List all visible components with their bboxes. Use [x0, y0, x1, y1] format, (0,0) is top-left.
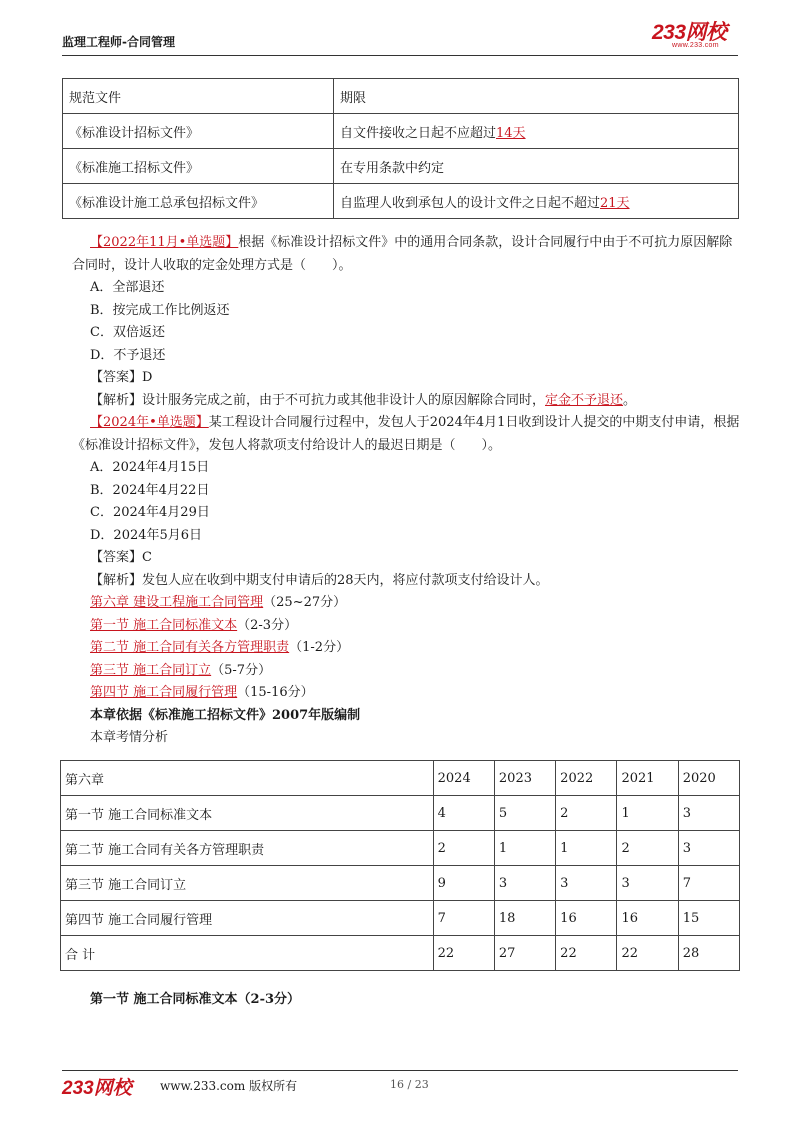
option: C．2024年4月29日 [90, 505, 210, 520]
exam-stats-table [60, 760, 740, 971]
table-cell: 16 [617, 901, 678, 936]
footer-divider [62, 1070, 738, 1071]
table-cell: 7 [433, 901, 494, 936]
table-cell: 1 [556, 831, 617, 866]
answer: 【答案】C [90, 550, 152, 565]
outline-link[interactable]: 第一节 施工合同标准文本 [90, 617, 238, 633]
analysis-end: 。 [623, 392, 637, 408]
table-header-cell: 规范文件 [63, 79, 334, 114]
table-cell: 2 [556, 796, 617, 831]
basis-note: 本章依据《标准施工招标文件》2007年版编制 [90, 707, 361, 723]
table-cell: 第一节 施工合同标准文本 [61, 796, 434, 831]
deadline-table [62, 78, 739, 219]
analysis-title: 本章考情分析 [90, 730, 169, 745]
question-2-stem [72, 412, 740, 457]
table-header-cell: 2024 [433, 761, 494, 796]
table-row [61, 936, 740, 971]
table-cell: 5 [494, 796, 555, 831]
document-body [72, 232, 740, 750]
option: B．2024年4月22日 [90, 482, 210, 498]
table-cell: 3 [556, 866, 617, 901]
section-heading: 第一节 施工合同标准文本（2-3分） [90, 992, 301, 1007]
outline-score: （15-16分） [237, 685, 314, 700]
outline-score: （2-3分） [237, 617, 298, 633]
option: C．双倍返还 [90, 325, 165, 340]
table-row [61, 866, 740, 901]
table-row [61, 761, 740, 796]
analysis [72, 390, 740, 413]
table-cell: 2 [617, 831, 678, 866]
outline-score: （1-2分） [289, 640, 350, 655]
option: B．按完成工作比例返还 [90, 302, 230, 318]
table-row [61, 831, 740, 866]
table-row [61, 796, 740, 831]
question-tag: 【2024年•单选题】 [90, 415, 209, 430]
table-cell: 9 [433, 866, 494, 901]
table-cell: 22 [556, 936, 617, 971]
table-cell [334, 184, 739, 219]
table-cell: 3 [678, 796, 739, 831]
outline-link[interactable]: 第四节 施工合同履行管理 [90, 685, 238, 700]
table-header-cell: 期限 [334, 79, 739, 114]
term-text: 自文件接收之日起不应超过 [340, 125, 497, 141]
table-cell: 第三节 施工合同订立 [61, 866, 434, 901]
analysis-label: 【解析】 [90, 392, 143, 408]
table-cell: 7 [678, 866, 739, 901]
table-cell: 15 [678, 901, 739, 936]
header-divider [62, 55, 738, 56]
page-number: 16 / 23 [390, 1078, 429, 1091]
table-row [63, 149, 739, 184]
table-cell: 22 [617, 936, 678, 971]
table-cell: 1 [494, 831, 555, 866]
analysis-label: 【解析】 [90, 572, 143, 588]
table-header-cell: 第六章 [61, 761, 434, 796]
question-tag: 【2022年11月•单选题】 [90, 235, 239, 250]
question-text: 根据《标准设计招标文件》中的通用合同条款，设计合同履行中由于不可抗力原因解除合同时，设计人收取的定金处理方式是（ ）。 [72, 235, 733, 273]
outline-score: （5-7分） [211, 662, 272, 678]
table-cell: 3 [494, 866, 555, 901]
table-header-cell: 2021 [617, 761, 678, 796]
outline-item[interactable] [72, 682, 740, 705]
outline-link[interactable]: 第三节 施工合同订立 [90, 662, 212, 678]
option: A．全部退还 [90, 280, 165, 295]
outline-item[interactable] [72, 637, 740, 660]
table-cell: 3 [678, 831, 739, 866]
analysis-text: 发包人应在收到中期支付申请后的28天内，将应付款项支付给设计人。 [142, 572, 549, 588]
table-cell: 第二节 施工合同有关各方管理职责 [61, 831, 434, 866]
outline-link[interactable]: 第二节 施工合同有关各方管理职责 [90, 640, 290, 655]
footer-logo: 233网校 [62, 1078, 132, 1099]
question-text: 某工程设计合同履行过程中，发包人于2024年4月1日收到设计人提交的中期支付申请，根据《标准设计招标文件》，发包人将款项支付给设计人的最迟日期是（ ）。 [72, 415, 740, 453]
question-1-stem [72, 232, 740, 277]
table-cell: 27 [494, 936, 555, 971]
table-cell: 《标准施工招标文件》 [63, 149, 334, 184]
logo-url: www.233.com [672, 42, 719, 49]
table-cell: 《标准设计招标文件》 [63, 114, 334, 149]
table-cell: 28 [678, 936, 739, 971]
table-cell: 22 [433, 936, 494, 971]
outline-item[interactable] [72, 660, 740, 683]
outline-link[interactable]: 第六章 建设工程施工合同管理 [90, 595, 264, 610]
table-cell: 3 [617, 866, 678, 901]
table-header-cell: 2020 [678, 761, 739, 796]
term-highlight: 21天 [600, 195, 630, 211]
table-cell: 第四节 施工合同履行管理 [61, 901, 434, 936]
brand-logo [652, 22, 742, 50]
table-row [61, 901, 740, 936]
table-row [63, 79, 739, 114]
table-row [63, 114, 739, 149]
table-cell: 合 计 [61, 936, 434, 971]
table-cell: 在专用条款中约定 [334, 149, 739, 184]
table-cell: 1 [617, 796, 678, 831]
analysis-highlight: 定金不予退还 [545, 392, 624, 408]
outline-item[interactable] [72, 592, 740, 615]
analysis-text: 设计服务完成之前，由于不可抗力或其他非设计人的原因解除合同时， [142, 392, 546, 408]
outline-score: （25~27分） [263, 595, 347, 610]
table-row [63, 184, 739, 219]
table-cell: 2 [433, 831, 494, 866]
footer-copyright: www.233.com 版权所有 [160, 1079, 298, 1093]
table-cell: 18 [494, 901, 555, 936]
table-cell: 4 [433, 796, 494, 831]
option: D．不予退还 [90, 347, 166, 363]
term-highlight: 14天 [496, 125, 526, 141]
table-header-cell: 2022 [556, 761, 617, 796]
table-cell: 《标准设计施工总承包招标文件》 [63, 184, 334, 219]
document-title: 监理工程师-合同管理 [62, 35, 175, 49]
answer: 【答案】D [90, 370, 153, 385]
term-text: 自监理人收到承包人的设计文件之日起不超过 [340, 195, 601, 211]
logo-text: 233网校 [652, 21, 727, 44]
outline-item[interactable] [72, 615, 740, 638]
analysis [72, 570, 740, 593]
option: A．2024年4月15日 [90, 460, 210, 475]
option: D．2024年5月6日 [90, 527, 203, 543]
table-cell [334, 114, 739, 149]
table-cell: 16 [556, 901, 617, 936]
table-header-cell: 2023 [494, 761, 555, 796]
